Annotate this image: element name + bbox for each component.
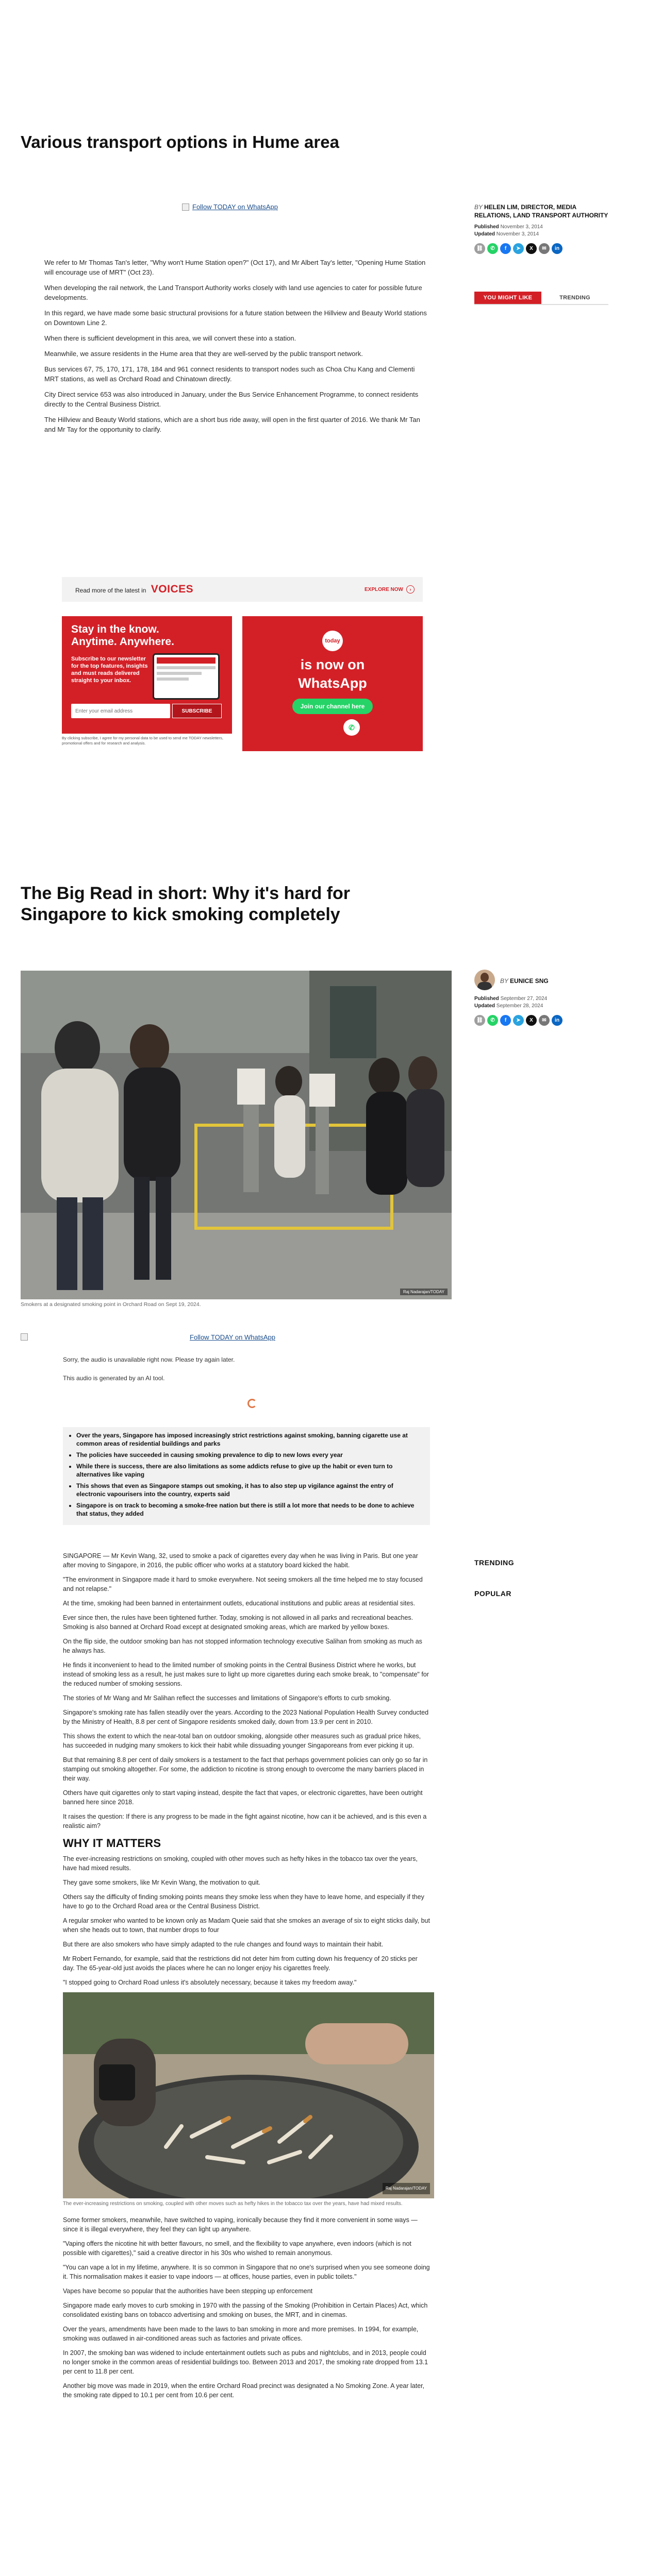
key-points-summary [63, 1427, 430, 1525]
loading-spinner-icon [247, 1399, 257, 1408]
paragraph: In 2007, the smoking ban was widened to include entertainment outlets such as pubs and nightclubs, and in 2013, people could no longer smoke in the common areas of residential buildings too. Between 2013 and 2017, the smoking rate dropped from 13.1 per cent to 11.8 per cent. [63, 2349, 428, 2375]
whatsapp-channel-ad[interactable] [242, 616, 423, 751]
whatsapp-icon: ✆ [343, 719, 360, 736]
whatsapp-icon[interactable]: ✆ [487, 243, 498, 254]
paragraph: On the flip side, the outdoor smoking ban has not stopped information technology executive Salihan from smoking as much as he always has. [63, 1638, 422, 1654]
byline-dates [474, 995, 608, 1026]
published-date: Published September 27, 2024 [474, 996, 548, 1002]
ad-line-2: WhatsApp [298, 675, 367, 691]
ashtray-icon [63, 1992, 434, 2198]
list-item: • This shows that even as Singapore stamps out smoking, it has to also step up vigilance against the entry of electronic vapourisers into the country, experts said [76, 1482, 423, 1498]
broken-image [21, 1333, 28, 1341]
email-field[interactable] [71, 704, 170, 718]
tab-you-might-like[interactable]: YOU MIGHT LIKE [474, 292, 541, 304]
avatar[interactable] [474, 970, 495, 990]
subscribe-button[interactable]: SUBSCRIBE [172, 704, 222, 718]
whatsapp-follow-link[interactable] [190, 1333, 275, 1341]
paragraph: When there is sufficient development in this area, we will convert these into a station. [44, 334, 296, 342]
trending-heading: TRENDING [474, 1558, 515, 1567]
email-icon[interactable]: ✉ [539, 243, 550, 254]
paragraph: This shows the extent to which the near-total ban on outdoor smoking, alongside other measures such as gradual price hikes, has succeeded in nudging many smokers to kick their habit while dissuading younger Singaporeans from ever picking it up. [63, 1733, 421, 1749]
paragraph: The stories of Mr Wang and Mr Salihan reflect the successes and limitations of Singapore's efforts to curb smoking. [63, 1694, 391, 1702]
paragraph: SINGAPORE — Mr Kevin Wang, 32, used to smoke a pack of cigarettes every day when he was living in Paris. But one year after moving to Singapore, in 2016, the public officer who works at a statutory board kicked the habit. [63, 1552, 418, 1569]
telegram-icon[interactable]: ➤ [513, 1015, 524, 1026]
paragraph: Meanwhile, we assure residents in the Hume area that they are well-served by the public transport network. [44, 350, 363, 358]
explore-now-button[interactable]: EXPLORE NOW › [365, 585, 415, 594]
photo-caption: The ever-increasing restrictions on smoking, coupled with other moves such as hefty hikes in the tobacco tax over the years, have had mixed results. [63, 2201, 403, 2207]
paragraph: We refer to Mr Thomas Tan's letter, "Why won't Hume Station open?" (Oct 17), and Mr Albert Tay's letter, "Opening Hume Station will encourage use of MRT" (Oct 23). [44, 259, 426, 276]
paragraph: Mr Robert Fernando, for example, said that the restrictions did not deter him from cutting down his frequency of 20 sticks per day. The 65-year-old just avoids the places where he can no longer enjoy his cigarettes freely. [63, 1955, 418, 1972]
paragraph: "You can vape a lot in my lifetime, anywhere. It is so common in Singapore that no one's surprised when you see someone doing it. This normalisation makes it easier to vape indoors — at offices, house parties, even in public toilets." [63, 2264, 430, 2280]
paragraph: He finds it inconvenient to head to the limited number of smoking points in the Central Business District where he works, but instead of smoking less as a result, he just makes sure to light up more cigarettes during each smoke break, to "compensate" for the reduced number of smoking sessions. [63, 1662, 429, 1687]
photo-caption: Smokers at a designated smoking point in Orchard Road on Sept 19, 2024. [21, 1301, 201, 1308]
voices-banner [62, 577, 423, 602]
arrow-right-icon: › [406, 585, 415, 594]
paragraph: "The environment in Singapore made it hard to smoke everywhere. Not seeing smokers all the time helped me to stay focused and not relapse." [63, 1576, 423, 1592]
paragraph: Singapore's smoking rate has fallen steadily over the years. According to the 2023 National Population Health Survey conducted by the Ministry of Health, 8.8 per cent of Singapore residents smoked daily, down from 13.9 per cent in 2010. [63, 1709, 429, 1725]
x-icon[interactable]: X [526, 243, 537, 254]
paragraph: Some former smokers, meanwhile, have switched to vaping, ironically because they find it more convenient in some ways — since it is illegal everywhere, they feel they can light up anywhere. [63, 2216, 418, 2233]
article-body [44, 258, 429, 440]
paragraph: In this regard, we have made some basic structural provisions for a future station between the Hillview and Beauty World stations on Downtown Line 2. [44, 309, 427, 327]
x-icon[interactable]: X [526, 1015, 537, 1026]
linkedin-icon[interactable]: in [552, 1015, 562, 1026]
paragraph: Singapore made early moves to curb smoking in 1970 with the passing of the Smoking (Prohibition in Certain Places) Act, which consolidated existing bans on tobacco advertising and smoking on buses, the MRT, and in cinemas. [63, 2302, 428, 2318]
paragraph: Others have quit cigarettes only to start vaping instead, despite the fact that vapes, or electronic cigarettes, have been outright banned here since 2018. [63, 1789, 423, 1806]
paragraph: The Hillview and Beauty World stations, which are a short bus ride away, will open in the first quarter of 2016. We thank Mr Tan and Mr Tay for the opportunity to clarify. [44, 416, 420, 433]
inline-photo [63, 1992, 434, 2198]
article-body [63, 1551, 430, 2405]
paragraph: "Vaping offers the nicotine hit with better flavours, no smell, and the flexibility to vape anywhere, even indoors (which is not possible with cigarettes)," said a creative director in his 30s who wished to remain anonymous. [63, 2240, 411, 2257]
join-channel-button[interactable]: Join our channel here [292, 699, 373, 714]
newsletter-headline: Stay in the know. Anytime. Anywhere. [71, 623, 174, 648]
linkedin-icon[interactable]: in [552, 243, 562, 254]
paragraph: Ever since then, the rules have been tightened further. Today, smoking is not allowed in all parks and recreational beaches. Smoking is also banned at Orchard Road except at designated smoking areas, which are marked by yellow boxes. [63, 1614, 413, 1631]
paragraph: It raises the question: If there is any progress to be made in the fight against nicotine, how can it be achieved, and is this even a realistic aim? [63, 1813, 427, 1829]
audio-unavailable-note: Sorry, the audio is unavailable right now. Please try again later. [63, 1356, 235, 1363]
byline [474, 203, 608, 254]
whatsapp-follow-label: Follow TODAY on WhatsApp [192, 203, 278, 211]
updated-date: Updated September 28, 2024 [474, 1003, 543, 1009]
author-name[interactable]: BY EUNICE SNG [500, 977, 549, 985]
list-item: • While there is success, there are also limitations as some addicts refuse to give up the habit or even turn to alternatives like vaping [76, 1462, 423, 1479]
smoking-point-scene-icon [21, 971, 452, 1299]
list-item: • Over the years, Singapore has imposed increasingly strict restrictions against smoking, banning cigarette use at common areas of residential buildings and parks [76, 1431, 423, 1448]
paragraph: They gave some smokers, like Mr Kevin Wang, the motivation to quit. [63, 1879, 261, 1886]
article-title: Various transport options in Hume area [21, 132, 339, 151]
newsletter-legal: By clicking subscribe, I agree for my personal data to be used to send me TODAY newsletters, promotional offers and for research and analysis. [62, 736, 223, 745]
whatsapp-icon[interactable]: ✆ [487, 1015, 498, 1026]
today-logo-icon: today [322, 631, 343, 651]
published-date: Published November 3, 2014 [474, 224, 543, 230]
paragraph: When developing the rail network, the Land Transport Authority works closely with land use agencies to cater for possible future developments. [44, 284, 422, 301]
ai-audio-note: This audio is generated by an AI tool. [63, 1375, 165, 1382]
image-icon [182, 204, 189, 211]
image-icon [21, 1333, 28, 1341]
whatsapp-follow-label: Follow TODAY on WhatsApp [190, 1333, 275, 1341]
link-icon[interactable]: ⛓ [474, 243, 485, 254]
telegram-icon[interactable]: ➤ [513, 243, 524, 254]
paragraph: Over the years, amendments have been made to the laws to ban smoking in more and more premises. In 1994, for example, smoking was outlawed in air-conditioned areas such as factories and private offices. [63, 2326, 419, 2342]
list-item: • Singapore is on track to becoming a smoke-free nation but there is still a lot more that needs to be done to achieve that status, they added [76, 1501, 423, 1518]
share-bar [474, 1015, 608, 1026]
paragraph: Vapes have become so popular that the authorities have been stepping up enforcement [63, 2287, 313, 2295]
recommendation-tabs [474, 292, 608, 305]
phone-illustration-icon [153, 653, 220, 700]
hero-photo [21, 971, 452, 1299]
popular-heading: POPULAR [474, 1589, 511, 1598]
paragraph: But that remaining 8.8 per cent of daily smokers is a testament to the fact that perhaps government policies can only go so far in stamping out smoking altogether. For some, the addiction to nicotine is strong enough to overcome the many barriers placed in their way. [63, 1756, 428, 1782]
facebook-icon[interactable]: f [500, 1015, 511, 1026]
share-bar [474, 243, 608, 254]
author-name[interactable]: BY HELEN LIM, DIRECTOR, MEDIA RELATIONS, LAND TRANSPORT AUTHORITY [474, 204, 608, 219]
voices-logo: VOICES [151, 583, 194, 595]
photo-credit: Raj Nadarajan/TODAY [383, 2183, 430, 2194]
newsletter-signup [62, 616, 232, 734]
updated-date: Updated November 3, 2014 [474, 231, 539, 237]
paragraph: The ever-increasing restrictions on smoking, coupled with other moves such as hefty hikes in the tobacco tax over the years, have had mixed results. [63, 1855, 418, 1872]
voices-lead: Read more of the latest in [75, 587, 146, 594]
list-item: • The policies have succeeded in causing smoking prevalence to dip to new lows every year [76, 1451, 423, 1459]
tab-trending[interactable]: TRENDING [541, 292, 608, 304]
facebook-icon[interactable]: f [500, 243, 511, 254]
section-heading: WHY IT MATTERS [63, 1837, 161, 1850]
whatsapp-follow-link[interactable] [182, 203, 278, 211]
newsletter-text: Subscribe to our newsletter for the top features, insights and must reads delivered straight to your inbox. [71, 656, 148, 684]
paragraph: Others say the difficulty of finding smoking points means they smoke less when they have to leave home, and especially if they have to go to the Orchard Road area or the Central Business District. [63, 1893, 424, 1910]
link-icon[interactable]: ⛓ [474, 1015, 485, 1026]
paragraph: "I stopped going to Orchard Road unless it's absolutely necessary, because it takes my freedom away." [63, 1979, 357, 1986]
article-title: The Big Read in short: Why it's hard for Singapore to kick smoking completely [21, 884, 350, 924]
photo-credit: Raj Nadarajan/TODAY [400, 1289, 448, 1295]
paragraph: City Direct service 653 was also introduced in January, under the Bus Service Enhancement Programme, to connect residents directly to the Central Business District. [44, 391, 419, 408]
ad-line-1: is now on [300, 657, 365, 672]
paragraph: Bus services 67, 75, 170, 171, 178, 184 and 961 connect residents to transport nodes such as Choa Chu Kang and Clementi MRT stations, as well as Orchard Road and Chinatown directly. [44, 365, 415, 383]
email-icon[interactable]: ✉ [539, 1015, 550, 1026]
paragraph: But there are also smokers who have simply adapted to the rule changes and found ways to maintain their habit. [63, 1941, 384, 1948]
byline [500, 977, 614, 985]
paragraph: A regular smoker who wanted to be known only as Madam Queie said that she smokes an average of six to eight sticks daily, but when she heads out to town, that number drops to four [63, 1917, 430, 1934]
paragraph: At the time, smoking had been banned in entertainment outlets, educational institutions and public areas at residential sites. [63, 1600, 416, 1607]
paragraph: Another big move was made in 2019, when the entire Orchard Road precinct was designated a No Smoking Zone. A year later, the smoking rate dipped to 10.1 per cent from 10.6 per cent. [63, 2382, 425, 2399]
